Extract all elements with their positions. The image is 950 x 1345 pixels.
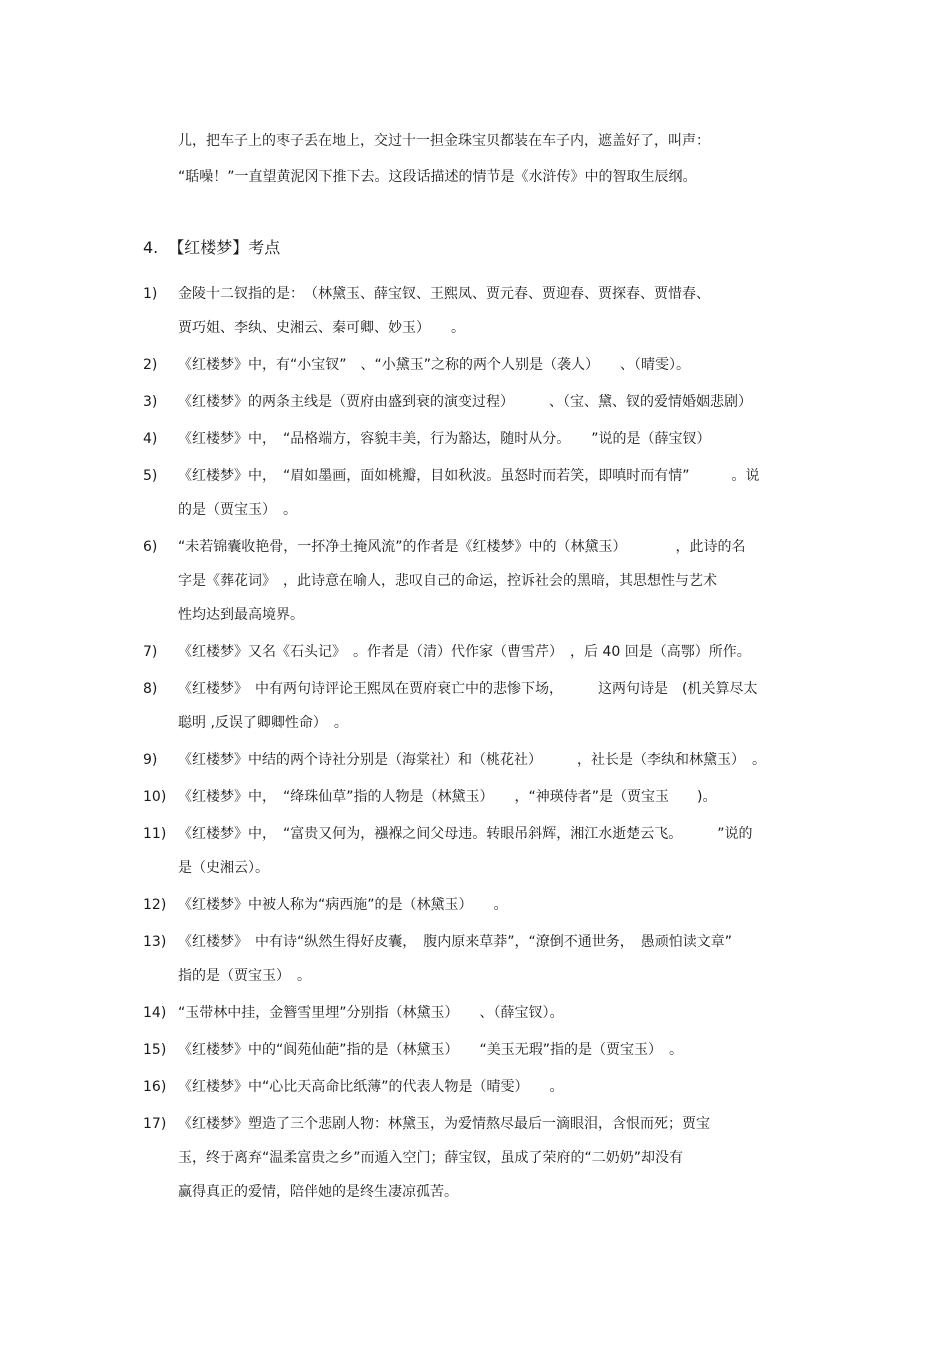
list-item — [143, 422, 823, 456]
item-text-line: 《红楼梦》 中有诗“纵然生得好皮囊， 腹内原来草莽”，“潦倒不通世务， 愚顽怕读文章” — [178, 934, 733, 950]
list-item — [143, 888, 823, 922]
exam-points-list — [143, 277, 823, 1212]
list-item — [143, 1070, 823, 1104]
item-text — [178, 925, 823, 993]
item-number: 5) — [143, 468, 158, 484]
list-item — [143, 672, 823, 740]
item-text — [178, 780, 823, 814]
list-item — [143, 459, 823, 527]
item-number: 1) — [143, 286, 158, 302]
item-text — [178, 1107, 823, 1209]
item-text — [178, 422, 823, 456]
item-text — [178, 530, 823, 632]
item-text — [178, 1033, 823, 1067]
intro-line: “聒噪！”一直望黄泥冈下推下去。这段话描述的情节是《水浒传》中的智取生辰纲。 — [178, 169, 697, 185]
item-number: 15) — [143, 1042, 167, 1058]
item-number: 13) — [143, 934, 167, 950]
item-text — [178, 817, 823, 885]
item-text — [178, 459, 823, 527]
list-item — [143, 817, 823, 885]
item-text-line: 聪明 ,反误了卿卿性命） 。 — [178, 715, 348, 731]
item-text-line: 《红楼梦》中， “眉如墨画，面如桃瓣，目如秋波。虽怒时而若笑，即嗔时而有情” 。说 — [178, 468, 760, 484]
list-item — [143, 925, 823, 993]
list-item — [143, 530, 823, 632]
list-item — [143, 385, 823, 419]
section-number: 4. — [143, 238, 159, 257]
list-item — [143, 348, 823, 382]
item-text-line: 性均达到最高境界。 — [178, 607, 304, 623]
item-text — [178, 385, 823, 419]
item-text-line: 《红楼梦》中结的两个诗社分别是（海棠社）和（桃花社） ，社长是（李纨和林黛玉） 。 — [178, 752, 766, 768]
item-text — [178, 888, 823, 922]
item-text-line: 玉，终于离弃“温柔富贵之乡”而遁入空门；薛宝钗，虽成了荣府的“二奶奶”却没有 — [178, 1150, 684, 1166]
item-number: 8) — [143, 681, 158, 697]
item-text-line: “未若锦囊收艳骨，一抔净土掩风流”的作者是《红楼梦》中的（林黛玉） ，此诗的名 — [178, 539, 746, 555]
item-number: 10) — [143, 789, 167, 805]
item-text — [178, 996, 823, 1030]
item-text-line: 的是（贾宝玉） 。 — [178, 502, 297, 518]
item-text-line: 《红楼梦》中， “富贵又何为，襁褓之间父母违。转眼吊斜辉，湘江水逝楚云飞。 ”说的 — [178, 826, 753, 842]
item-number: 9) — [143, 752, 158, 768]
item-number: 7) — [143, 644, 158, 660]
list-item — [143, 1033, 823, 1067]
section-title: 【红楼梦】考点 — [168, 238, 281, 257]
item-text — [178, 348, 823, 382]
item-text-line: 贾巧姐、李纨、史湘云、秦可卿、妙玉） 。 — [178, 320, 465, 336]
intro-line: 儿，把车子上的枣子丢在地上，交过十一担金珠宝贝都装在车子内，遮盖好了，叫声： — [178, 133, 710, 149]
item-text-line: 《红楼梦》又名《石头记》 。作者是（清）代作家（曹雪芹） ，后 40 回是（高鄂）所作。 — [178, 644, 751, 660]
item-text-line: 字是《葬花词》 ，此诗意在喻人，悲叹自己的命运，控诉社会的黑暗，其思想性与艺术 — [178, 573, 717, 589]
intro-paragraph — [178, 123, 838, 195]
item-number: 17) — [143, 1116, 167, 1132]
item-text-line: 《红楼梦》中， “绛珠仙草”指的人物是（林黛玉） ，“神瑛侍者”是（贾宝玉 )。 — [178, 789, 717, 805]
item-number: 3) — [143, 394, 158, 410]
item-text-line: 指的是（贾宝玉） 。 — [178, 968, 311, 984]
item-text-line: 《红楼梦》塑造了三个悲剧人物：林黛玉，为爱情熬尽最后一滴眼泪，含恨而死；贾宝 — [178, 1116, 710, 1132]
list-item — [143, 635, 823, 669]
item-number: 6) — [143, 539, 158, 555]
item-text — [178, 635, 823, 669]
item-number: 11) — [143, 826, 167, 842]
item-text-line: 《红楼梦》中， “品格端方，容貌丰美，行为豁达，随时从分。 ”说的是（薛宝钗） — [178, 431, 711, 447]
item-text-line: 《红楼梦》中，有“小宝钗” 、“小黛玉”之称的两个人别是（袭人） 、（晴雯）。 — [178, 357, 691, 373]
item-number: 14) — [143, 1005, 167, 1021]
item-text-line: 金陵十二钗指的是： （林黛玉、薛宝钗、王熙凤、贾元春、贾迎春、贾探春、贾惜春、 — [178, 286, 710, 302]
section-heading — [143, 234, 280, 262]
item-text — [178, 743, 823, 777]
item-text-line: 赢得真正的爱情，陪伴她的是终生凄凉孤苦。 — [178, 1184, 458, 1200]
item-text — [178, 277, 823, 345]
item-text-line: 《红楼梦》中被人称为“病西施”的是（林黛玉） 。 — [178, 897, 508, 913]
item-text-line: 《红楼梦》中“心比天高命比纸薄”的代表人物是（晴雯） 。 — [178, 1079, 564, 1095]
list-item — [143, 1107, 823, 1209]
list-item — [143, 996, 823, 1030]
list-item — [143, 743, 823, 777]
item-text-line: “玉带林中挂，金簪雪里埋”分别指（林黛玉） 、（薛宝钗）。 — [178, 1005, 564, 1021]
item-text-line: 《红楼梦》 中有两句诗评论王熙凤在贾府衰亡中的悲惨下场， 这两句诗是 (机关算尽太 — [178, 681, 758, 697]
item-text — [178, 1070, 823, 1104]
item-text-line: 是（史湘云）。 — [178, 860, 269, 876]
item-text-line: 《红楼梦》中的“阆苑仙葩”指的是（林黛玉） “美玉无瑕”指的是（贾宝玉） 。 — [178, 1042, 684, 1058]
item-number: 4) — [143, 431, 158, 447]
list-item — [143, 780, 823, 814]
list-item — [143, 277, 823, 345]
item-text-line: 《红楼梦》的两条主线是（贾府由盛到衰的演变过程） 、（宝、黛、钗的爱情婚姻悲剧） — [178, 394, 752, 410]
item-text — [178, 672, 823, 740]
item-number: 2) — [143, 357, 158, 373]
item-number: 12) — [143, 897, 167, 913]
item-number: 16) — [143, 1079, 167, 1095]
